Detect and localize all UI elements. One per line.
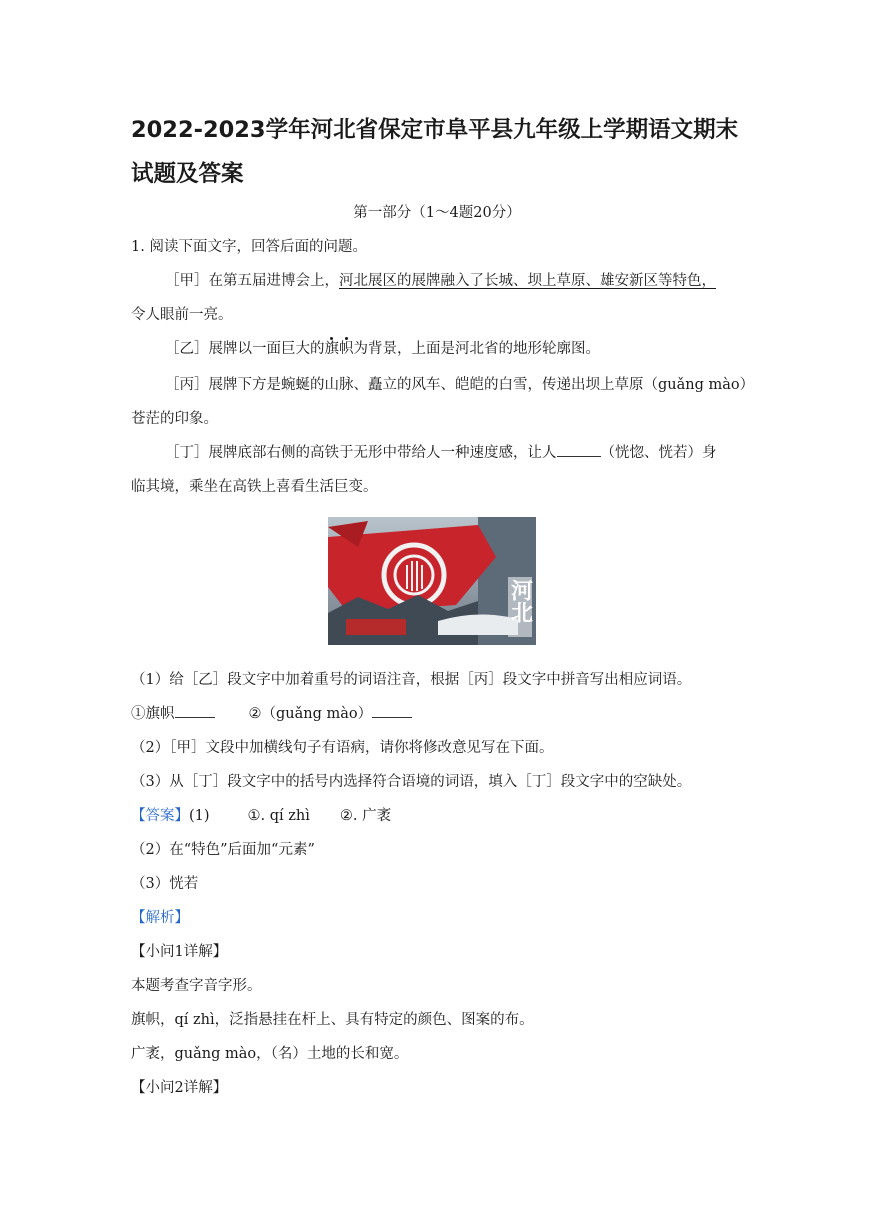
paragraph-jia-cont: 令人眼前一亮。 xyxy=(131,307,233,323)
analysis-q1-line1: 本题考查字音字形。 xyxy=(131,978,262,994)
answer-1-prefix: (1) xyxy=(189,808,210,824)
subquestion-3: （3）从［丁］段文字中的括号内选择符合语境的词语，填入［丁］段文字中的空缺处。 xyxy=(131,774,692,790)
sub1-item-a: ①旗帜 xyxy=(131,706,175,722)
subquestion-1: （1）给［乙］段文字中加着重号的词语注音，根据［丙］段文字中拼音写出相应词语。 xyxy=(131,672,692,688)
answer-2: （2）在“特色”后面加“元素” xyxy=(131,842,315,858)
photo-sign-text: 河北 xyxy=(507,579,533,623)
answer-1-part1: ①. qí zhì xyxy=(247,808,310,824)
answer-3: （3）恍若 xyxy=(131,876,199,892)
question-prompt: 1. 阅读下面文字，回答后面的问题。 xyxy=(131,239,367,255)
paragraph-yi xyxy=(165,338,743,360)
sub1-blank-b xyxy=(372,703,412,718)
yi-text-pre: ［乙］展牌以一面巨大的 xyxy=(165,341,325,357)
sub1-blank-a xyxy=(175,703,215,718)
analysis-q2-heading: 【小问2详解】 xyxy=(131,1080,228,1096)
yi-text-post: 为背景，上面是河北省的地形轮廓图。 xyxy=(353,341,600,357)
jia-text-pre: ［甲］在第五届进博会上， xyxy=(165,273,339,289)
analysis-q1-line2: 旗帜，qí zhì，泛指悬挂在杆上、具有特定的颜色、图案的布。 xyxy=(131,1012,534,1028)
section-heading: 第一部分（1～4题20分） xyxy=(353,205,521,221)
analysis-q1-heading: 【小问1详解】 xyxy=(131,944,228,960)
emphasis-char-zhi: 帜 xyxy=(339,341,354,357)
answer-1-part2: ②. 广袤 xyxy=(339,808,392,824)
sub1-item-b: ②（guǎng mào） xyxy=(248,706,373,722)
doc-title-line2: 试题及答案 xyxy=(131,161,244,187)
paragraph-bing: ［丙］展牌下方是蜿蜒的山脉、矗立的风车、皑皑的白雪，传递出坝上草原（guǎng mào） xyxy=(165,377,755,393)
subquestion-2: （2）［甲］文段中加横线句子有语病，请你将修改意见写在下面。 xyxy=(131,740,554,756)
exhibition-photo xyxy=(328,517,536,645)
answer-label: 【答案】 xyxy=(131,808,189,824)
subquestion-1-items xyxy=(131,703,743,725)
analysis-q1-line3: 广袤，guǎng mào，（名）土地的长和宽。 xyxy=(131,1046,409,1062)
paragraph-bing-cont: 苍茫的印象。 xyxy=(131,411,218,427)
paragraph-ding-cont: 临其境，乘坐在高铁上喜看生活巨变。 xyxy=(131,479,378,495)
paragraph-ding xyxy=(165,442,743,464)
exhibition-photo-graphic xyxy=(328,517,536,645)
ding-blank xyxy=(557,442,601,457)
emphasis-char-qi: 旗 xyxy=(324,341,339,357)
jia-underlined-sentence: 河北展区的展牌融入了长城、坝上草原、雄安新区等特色， xyxy=(339,273,716,289)
ding-text-pre: ［丁］展牌底部右侧的高铁于无形中带给人一种速度感，让人 xyxy=(165,445,557,461)
analysis-label: 【解析】 xyxy=(131,910,189,926)
paragraph-jia xyxy=(165,270,743,292)
answer-line xyxy=(131,805,743,827)
ding-paren: （恍惚、恍若）身 xyxy=(600,445,717,461)
doc-title-line1: 2022-2023学年河北省保定市阜平县九年级上学期语文期末 xyxy=(131,117,739,143)
